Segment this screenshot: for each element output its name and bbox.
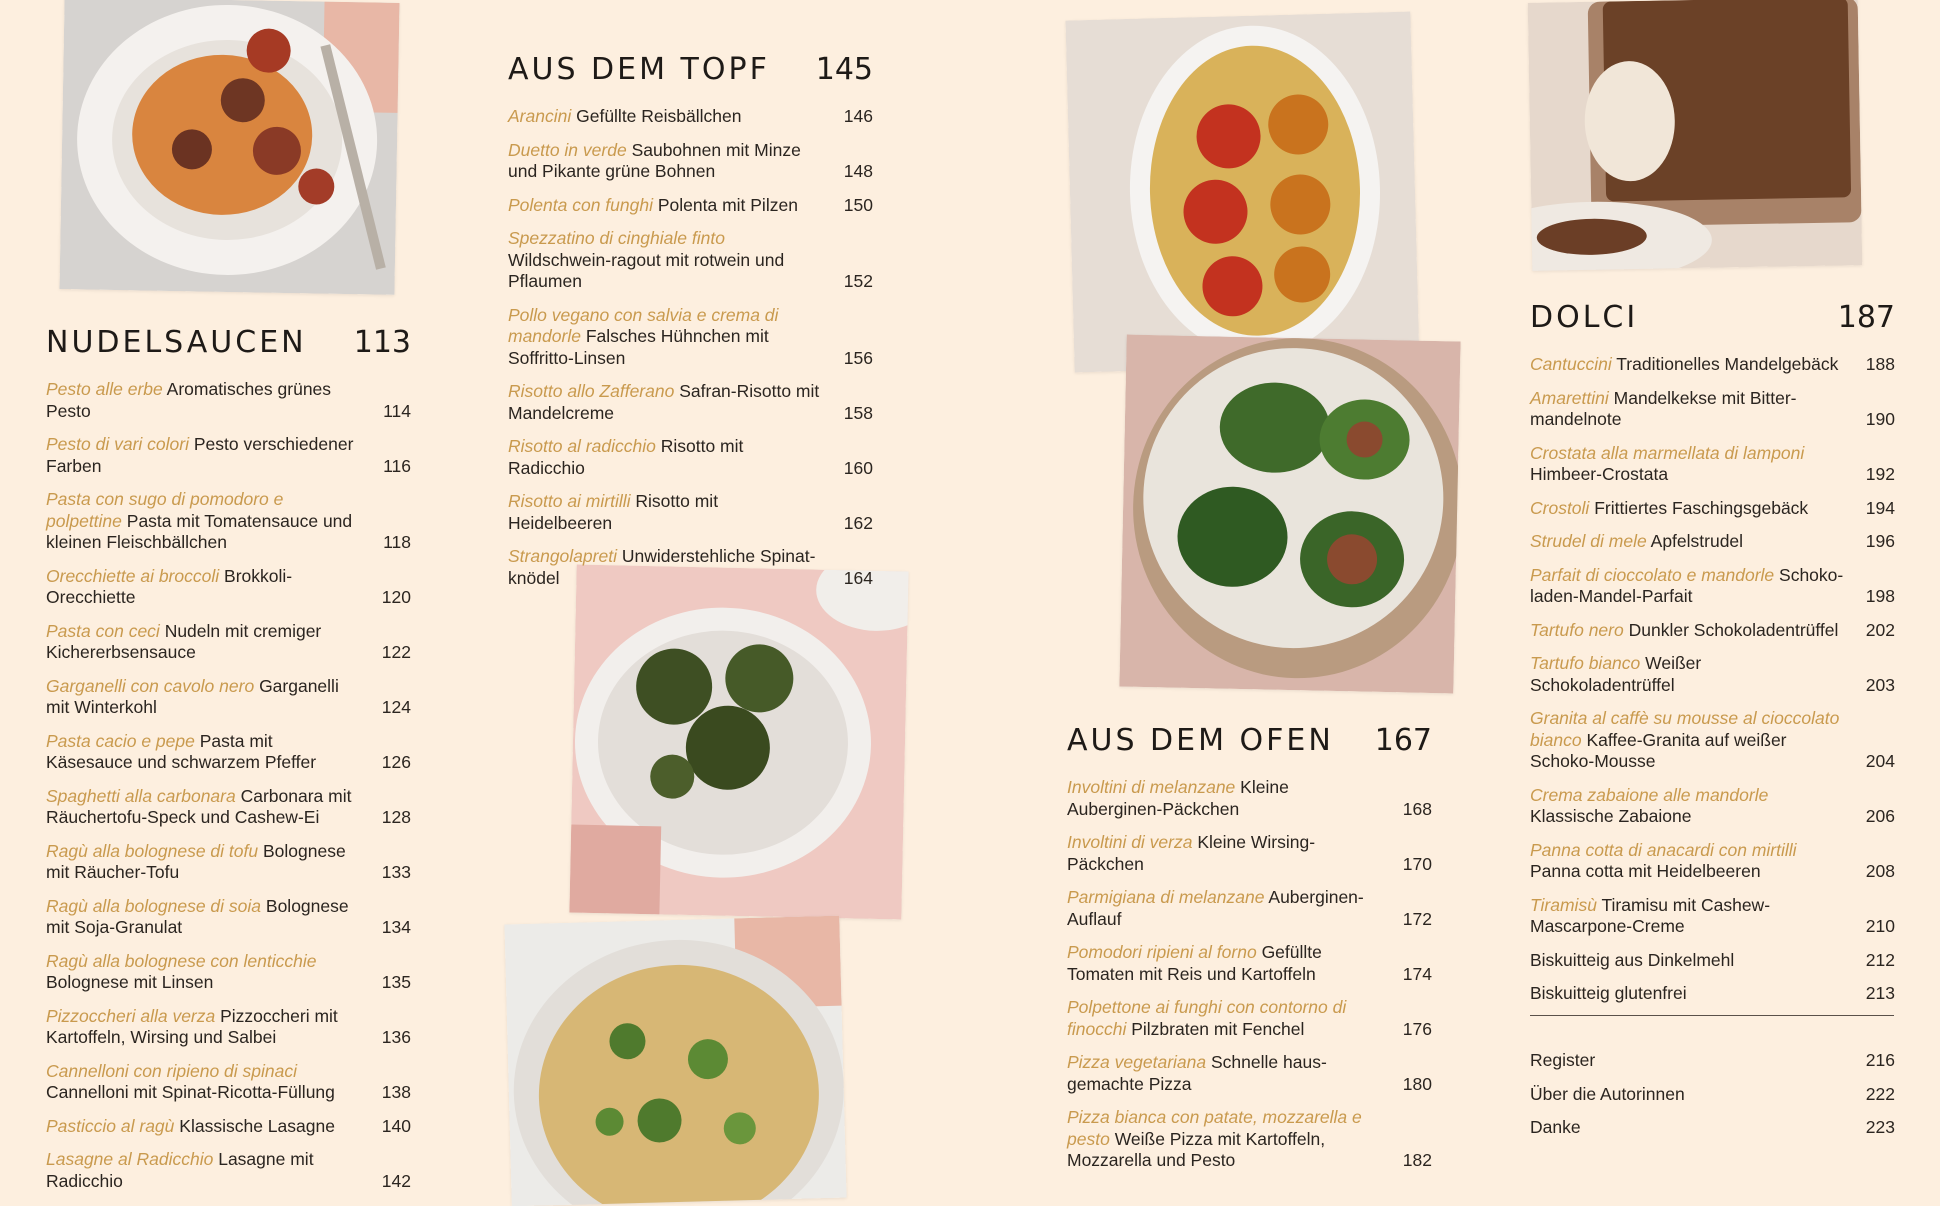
entry-page-number: 210	[1865, 916, 1895, 936]
entry-page-number: 138	[381, 1082, 411, 1102]
appendix-label: Über die Autorinnen	[1530, 1083, 1685, 1104]
toc-entry[interactable]	[1067, 777, 1432, 820]
entry-italian-title: Parfait di cioccolato e mandorle	[1530, 564, 1775, 585]
toc-entry[interactable]	[1530, 498, 1895, 520]
entry-italian-title: Granita al caffè su mousse al cioccolato bianco	[1530, 708, 1840, 750]
toc-entry[interactable]	[46, 1149, 411, 1192]
entry-italian-title: Risotto allo Zafferano	[508, 381, 675, 401]
entry-page-number: 202	[1865, 619, 1895, 640]
toc-entry[interactable]	[508, 106, 873, 128]
appendix-entry[interactable]	[1530, 1084, 1895, 1106]
toc-entry[interactable]	[508, 195, 873, 217]
toc-entry[interactable]	[1067, 997, 1432, 1040]
entry-german-title: Biskuitteig aus Dinkelmehl	[1530, 949, 1735, 970]
appendix-entry[interactable]	[1530, 1050, 1895, 1072]
entry-german-title: Polenta mit Pilzen	[657, 194, 798, 215]
entry-page-number: 152	[843, 271, 873, 291]
appendix-list	[1530, 1050, 1895, 1139]
entry-german-title: Falsches Hühnchen mit Soffritto-Linsen	[508, 326, 769, 368]
photo-savoy-rolls	[1119, 335, 1460, 694]
entry-italian-title: Crostata alla marmellata di lamponi	[1530, 442, 1805, 463]
toc-entry[interactable]	[46, 379, 411, 422]
entry-page-number: 116	[383, 455, 411, 476]
toc-entry[interactable]	[46, 434, 411, 477]
toc-entry[interactable]	[508, 140, 873, 183]
toc-entry[interactable]	[46, 566, 411, 609]
entry-page-number: 188	[1865, 354, 1895, 374]
entry-italian-title: Spezzatino di cinghiale finto	[508, 228, 725, 248]
toc-entry[interactable]	[1067, 1052, 1432, 1095]
entry-italian-title: Tiramisù	[1530, 894, 1597, 915]
appendix	[1530, 1050, 1895, 1151]
entry-page-number: 170	[1402, 853, 1432, 874]
entry-german-title: Klassische Zabaione	[1530, 806, 1692, 826]
section-title: AUS DEM OFEN	[1067, 723, 1334, 758]
section-aus-dem-ofen	[1067, 723, 1432, 1184]
entry-italian-title: Risotto ai mirtilli	[508, 491, 631, 511]
entry-page-number: 192	[1865, 464, 1895, 484]
entry-italian-title: Pollo vegano con salvia e crema di mandorle	[508, 304, 779, 346]
photo-spaghetti-meatballs	[59, 0, 399, 295]
entry-page-number: 213	[1865, 983, 1895, 1003]
entry-page-number: 124	[381, 697, 411, 717]
entry-page-number: 150	[843, 194, 873, 215]
entry-german-title: Bolognese mit Räucher-Tofu	[46, 840, 346, 882]
entry-page-number: 204	[1865, 751, 1895, 771]
entry-page-number: 136	[381, 1027, 411, 1047]
entry-page-number: 135	[381, 972, 411, 992]
appendix-entry[interactable]	[1530, 1117, 1895, 1139]
toc-entry[interactable]	[1067, 942, 1432, 985]
appendix-label: Register	[1530, 1050, 1596, 1070]
entry-italian-title: Cannelloni con ripieno di spinaci	[46, 1060, 297, 1081]
entry-german-title: Himbeer-Crostata	[1530, 464, 1669, 484]
entry-german-title: Apfelstrudel	[1650, 531, 1744, 551]
toc-entry[interactable]	[46, 841, 411, 884]
entry-italian-title: Arancini	[508, 106, 572, 126]
entry-page-number: 114	[383, 400, 411, 421]
photo-orecchiette-broccoli	[504, 916, 846, 1206]
entry-page-number: 140	[381, 1115, 411, 1136]
entry-italian-title: Spaghetti alla carbonara	[46, 785, 236, 806]
toc-entry[interactable]	[46, 786, 411, 829]
section-title: AUS DEM TOPF	[508, 52, 770, 87]
entry-italian-title: Pizza vegetariana	[1067, 1052, 1207, 1072]
entry-page-number: 190	[1865, 409, 1895, 429]
entry-italian-title: Polenta con funghi	[508, 194, 653, 215]
photo-stuffed-tomatoes	[1065, 12, 1419, 373]
entry-page-number: 134	[381, 917, 411, 937]
entry-german-title: Aromatisches grünes Pesto	[46, 379, 332, 421]
entry-italian-title: Tartufo bianco	[1530, 653, 1641, 673]
divider	[1530, 1015, 1894, 1016]
entry-german-title: Tiramisu mit Cashew-Mascarpone-Creme	[1530, 894, 1771, 936]
entry-german-title: Dunkler Schokoladentrüffel	[1628, 619, 1839, 640]
toc-entry[interactable]	[46, 896, 411, 939]
entry-italian-title: Crostoli	[1530, 497, 1590, 518]
section-page: 167	[1374, 723, 1432, 758]
entry-german-title: Cannelloni mit Spinat-Ricotta-Füllung	[46, 1082, 335, 1102]
entry-page-number: 198	[1865, 586, 1895, 606]
entry-page-number: 146	[843, 106, 873, 126]
entry-italian-title: Crema zabaione alle mandorle	[1530, 784, 1769, 805]
toc-entry[interactable]	[1067, 832, 1432, 875]
entry-italian-title: Pesto alle erbe	[46, 379, 163, 399]
entry-italian-title: Ragù alla bolognese di soia	[46, 895, 262, 916]
entry-page-number: 203	[1865, 674, 1895, 695]
entry-german-title: Wildschwein-ragout mit rotwein und Pflaumen	[508, 249, 785, 291]
toc-entry[interactable]	[1530, 950, 1895, 972]
entry-page-number: 180	[1402, 1073, 1432, 1094]
entry-german-title: Safran-Risotto mit Mandelcreme	[508, 381, 820, 423]
toc-entry[interactable]	[46, 731, 411, 774]
toc-entry[interactable]	[508, 228, 873, 293]
section-nudelsaucen	[46, 325, 411, 1204]
entry-page-number: 223	[1865, 1117, 1895, 1137]
entry-page-number: 206	[1865, 806, 1895, 826]
entry-german-title: Lasagne mit Radicchio	[46, 1149, 314, 1191]
entry-page-number: 172	[1402, 908, 1432, 929]
entry-page-number: 194	[1865, 497, 1895, 518]
entry-italian-title: Pizzoccheri alla verza	[46, 1005, 216, 1026]
entry-page-number: 128	[381, 807, 411, 827]
toc-entry[interactable]	[1530, 531, 1895, 553]
entry-italian-title: Garganelli con cavolo nero	[46, 675, 255, 696]
entry-page-number: 208	[1865, 861, 1895, 881]
entry-italian-title: Involtini di melanzane	[1067, 777, 1236, 797]
entry-page-number: 216	[1865, 1050, 1895, 1070]
entry-german-title: Biskuitteig glutenfrei	[1530, 983, 1687, 1003]
entry-german-title: Brokkoli-Orecchiette	[46, 565, 293, 607]
entry-italian-title: Cantuccini	[1530, 354, 1612, 374]
entry-italian-title: Risotto al radicchio	[508, 436, 656, 456]
toc-entry[interactable]	[46, 1116, 411, 1138]
entry-page-number: 120	[381, 587, 411, 607]
entry-page-number: 222	[1865, 1083, 1895, 1104]
entry-page-number: 142	[381, 1170, 411, 1191]
entry-italian-title: Tartufo nero	[1530, 619, 1624, 640]
entry-italian-title: Ragù alla bolognese di tofu	[46, 840, 259, 861]
toc-list	[46, 379, 411, 1192]
entry-italian-title: Pasta con ceci	[46, 620, 160, 641]
toc-entry[interactable]	[46, 676, 411, 719]
entry-german-title: Kaffee-Granita auf weißer Schoko-Mousse	[1530, 729, 1787, 771]
entry-german-title: Pilzbraten mit Fenchel	[1131, 1018, 1305, 1039]
entry-german-title: Klassische Lasagne	[179, 1115, 335, 1136]
entry-german-title: Kleine Wirsing-Päckchen	[1067, 832, 1316, 874]
toc-entry[interactable]	[508, 305, 873, 370]
toc-entry[interactable]	[46, 489, 411, 554]
entry-italian-title: Strangolapreti	[508, 546, 617, 566]
toc-entry[interactable]	[1067, 887, 1432, 930]
section-dolci	[1530, 300, 1895, 1017]
toc-entry[interactable]	[1530, 565, 1895, 608]
toc-list	[508, 106, 873, 589]
toc-entry[interactable]	[1530, 983, 1895, 1005]
entry-german-title: Panna cotta mit Heidelbeeren	[1530, 861, 1761, 881]
toc-entry[interactable]	[1530, 785, 1895, 828]
entry-german-title: Saubohnen mit Minze und Pikante grüne Bohnen	[508, 139, 801, 181]
entry-german-title: Unwiderstehliche Spinat-knödel	[508, 546, 816, 588]
entry-german-title: Nudeln mit cremiger Kichererbsensauce	[46, 620, 322, 662]
toc-entry[interactable]	[46, 1006, 411, 1049]
toc-entry[interactable]	[508, 381, 873, 424]
entry-page-number: 182	[1402, 1150, 1432, 1170]
toc-entry[interactable]	[1530, 443, 1895, 486]
toc-list	[1067, 777, 1432, 1172]
entry-german-title: Bolognese mit Soja-Granulat	[46, 895, 349, 937]
toc-entry[interactable]	[1530, 895, 1895, 938]
entry-page-number: 156	[843, 347, 873, 368]
entry-german-title: Frittiertes Faschingsgebäck	[1594, 497, 1809, 518]
entry-german-title: Traditionelles Mandelgebäck	[1616, 354, 1839, 374]
entry-italian-title: Strudel di mele	[1530, 531, 1647, 551]
toc-entry[interactable]	[508, 436, 873, 479]
entry-page-number: 148	[843, 161, 873, 181]
entry-italian-title: Pasta cacio e pepe	[46, 730, 195, 751]
entry-german-title: Schnelle haus-gemachte Pizza	[1067, 1052, 1327, 1094]
entry-page-number: 176	[1402, 1018, 1432, 1039]
entry-german-title: Pasta mit Käsesauce und schwarzem Pfeffer	[46, 730, 317, 772]
section-heading	[1530, 300, 1895, 344]
entry-italian-title: Ragù alla bolognese con lenticchie	[46, 950, 317, 971]
section-heading	[508, 52, 873, 96]
toc-entry[interactable]	[1530, 620, 1895, 642]
entry-german-title: Gefüllte Reisbällchen	[576, 106, 742, 126]
photo-spinach-dumplings	[569, 565, 908, 920]
entry-page-number: 118	[383, 532, 411, 552]
entry-german-title: Bolognese mit Linsen	[46, 972, 214, 992]
section-page: 145	[815, 52, 873, 87]
toc-entry[interactable]	[1530, 840, 1895, 883]
entry-italian-title: Pomodori ripieni al forno	[1067, 942, 1257, 962]
toc-entry[interactable]	[1530, 388, 1895, 431]
entry-page-number: 122	[381, 642, 411, 662]
entry-german-title: Pesto verschiedener Farben	[46, 434, 354, 476]
entry-page-number: 160	[843, 457, 873, 478]
entry-german-title: Weißer Schokoladentrüffel	[1530, 653, 1702, 695]
entry-german-title: Pizzoccheri mit Kartoffeln, Wirsing und Salbei	[46, 1005, 338, 1047]
entry-page-number: 164	[843, 567, 873, 588]
entry-italian-title: Duetto in verde	[508, 139, 627, 160]
section-title: NUDELSAUCEN	[46, 325, 307, 360]
section-page: 187	[1837, 300, 1895, 335]
entry-german-title: Risotto mit Heidelbeeren	[508, 491, 719, 533]
entry-italian-title: Involtini di verza	[1067, 832, 1193, 852]
section-page: 113	[353, 325, 411, 360]
entry-italian-title: Pasticcio al ragù	[46, 1115, 175, 1136]
entry-page-number: 162	[843, 512, 873, 533]
section-aus-dem-topf	[508, 52, 873, 601]
toc-entry[interactable]	[508, 546, 873, 589]
entry-italian-title: Panna cotta di anacardi con mirtilli	[1530, 839, 1797, 860]
entry-german-title: Gefüllte Tomaten mit Reis und Kartoffeln	[1067, 942, 1322, 984]
entry-italian-title: Pasta con sugo di pomodoro e polpettine	[46, 489, 284, 531]
entry-german-title: Pasta mit Tomatensauce und kleinen Fleischbällchen	[46, 510, 353, 552]
entry-german-title: Weiße Pizza mit Kartoffeln, Mozzarella und Pesto	[1067, 1128, 1326, 1170]
toc-entry[interactable]	[1530, 653, 1895, 696]
toc-entry[interactable]	[46, 1061, 411, 1104]
entry-italian-title: Parmigiana di melanzane	[1067, 887, 1265, 907]
entry-italian-title: Pesto di vari colori	[46, 434, 189, 454]
entry-page-number: 196	[1865, 531, 1895, 551]
photo-tiramisu	[1528, 0, 1863, 271]
entry-german-title: Kleine Auberginen-Päckchen	[1067, 777, 1289, 819]
entry-german-title: Mandelkekse mit Bitter-mandelnote	[1530, 387, 1797, 429]
toc-entry[interactable]	[46, 621, 411, 664]
entry-german-title: Auberginen-Auflauf	[1067, 887, 1364, 929]
entry-german-title: Schoko-laden-Mandel-Parfait	[1530, 564, 1844, 606]
entry-page-number: 168	[1402, 798, 1432, 819]
entry-italian-title: Pizza bianca con patate, mozzarella e pesto	[1067, 1107, 1362, 1149]
section-heading	[46, 325, 411, 369]
entry-page-number: 212	[1865, 949, 1895, 970]
entry-page-number: 158	[843, 402, 873, 423]
entry-italian-title: Orecchiette ai broccoli	[46, 565, 220, 586]
toc-entry[interactable]	[46, 951, 411, 994]
entry-german-title: Risotto mit Radicchio	[508, 436, 744, 478]
toc-entry[interactable]	[508, 491, 873, 534]
entry-italian-title: Amarettini	[1530, 387, 1609, 408]
entry-page-number: 174	[1402, 963, 1432, 984]
toc-entry[interactable]	[1067, 1107, 1432, 1172]
toc-entry[interactable]	[1530, 354, 1895, 376]
entry-italian-title: Lasagne al Radicchio	[46, 1149, 214, 1169]
appendix-label: Danke	[1530, 1117, 1581, 1137]
toc-list	[1530, 354, 1895, 1005]
entry-german-title: Carbonara mit Räuchertofu-Speck und Cashew-Ei	[46, 785, 352, 827]
entry-german-title: Garganelli mit Winterkohl	[46, 675, 339, 717]
entry-italian-title: Polpettone ai funghi con contorno di finocchi	[1067, 997, 1347, 1039]
entry-page-number: 133	[381, 862, 411, 882]
toc-entry[interactable]	[1530, 708, 1895, 773]
entry-page-number: 126	[381, 752, 411, 772]
section-heading	[1067, 723, 1432, 767]
section-title: DOLCI	[1530, 300, 1639, 335]
